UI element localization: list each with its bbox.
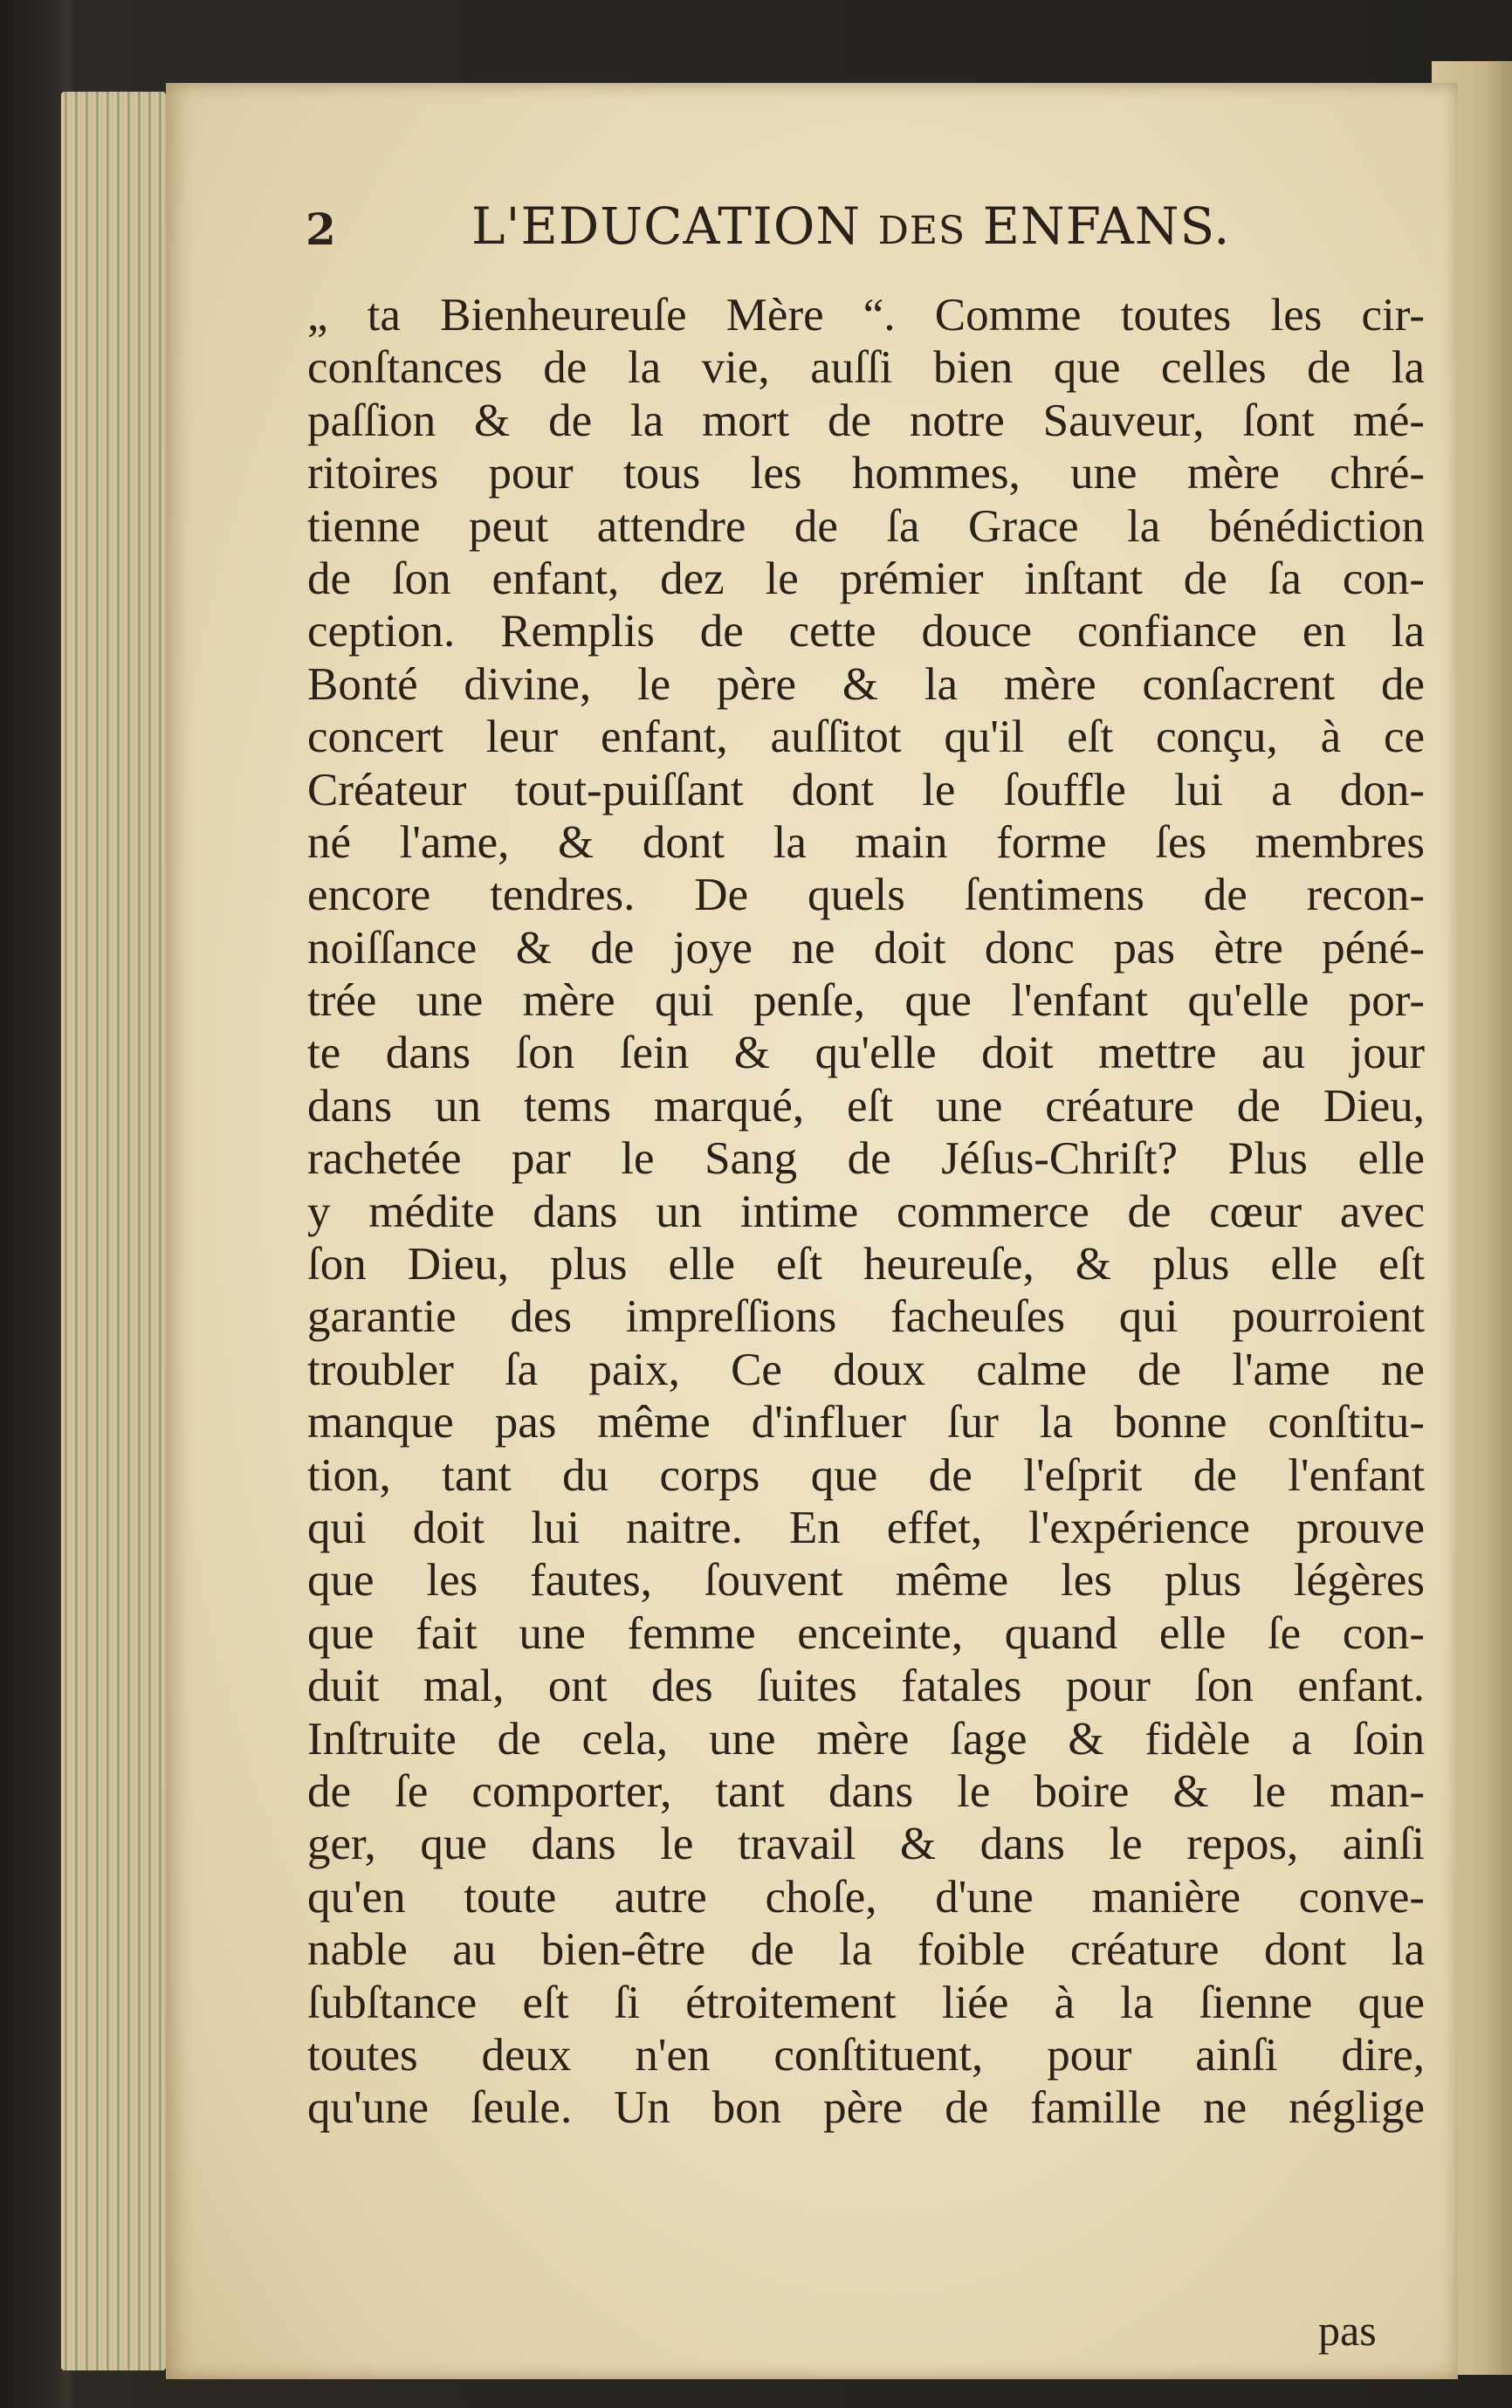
- text-line: qu'en toute autre choſe, d'une manière conve-: [307, 1871, 1425, 1923]
- text-line: tienne peut attendre de ſa Grace la bénédiction: [307, 500, 1425, 552]
- text-line: concert leur enfant, auſſitot qu'il eſt conçu, à ce: [307, 712, 1425, 763]
- running-title-part2: DES: [877, 209, 966, 253]
- text-line: qui doit lui naitre. En effet, l'expérience prouve: [307, 1502, 1425, 1553]
- text-line: manque pas même d'influer ſur la bonne conſtitu-: [307, 1397, 1425, 1448]
- catchword: pas: [1318, 2306, 1377, 2355]
- text-line: de ſon enfant, dez le prémier inſtant de ſa con-: [307, 553, 1425, 604]
- body-text: [307, 289, 1425, 2135]
- text-line: de ſe comporter, tant dans le boire & le man-: [307, 1765, 1425, 1817]
- running-title-part1: L'EDUCATION: [471, 196, 878, 256]
- text-line: garantie des impreſſions facheuſes qui pourroient: [307, 1291, 1425, 1343]
- text-line: y médite dans un intime commerce de cœur avec: [307, 1186, 1425, 1237]
- text-line: encore tendres. De quels ſentimens de recon-: [307, 870, 1425, 921]
- page-edges: [61, 92, 166, 2370]
- text-line: troubler ſa paix, Ce doux calme de l'ame ne: [307, 1344, 1425, 1395]
- text-line: ger, que dans le travail & dans le repos, ainſi: [307, 1819, 1425, 1870]
- text-line: Créateur tout-puiſſant dont le ſouffle lui a don-: [307, 764, 1425, 815]
- running-header: [306, 188, 1423, 266]
- text-line: rachetée par le Sang de Jéſus-Chriſt? Plus elle: [307, 1133, 1425, 1185]
- text-line: nable au bien-être de la foible créature dont la: [307, 1924, 1425, 1976]
- text-line: ception. Remplis de cette douce confiance en la: [307, 606, 1425, 657]
- running-title: [471, 196, 1231, 256]
- text-line: ſon Dieu, plus elle eſt heureuſe, & plus elle eſt: [307, 1239, 1425, 1290]
- text-line: ritoires pour tous les hommes, une mère chré-: [307, 448, 1425, 499]
- text-line: que les fautes, ſouvent même les plus légères: [307, 1555, 1425, 1606]
- text-line: conſtances de la vie, auſſi bien que celles de la: [307, 342, 1425, 394]
- text-line: toutes deux n'en conſtituent, pour ainſi dire,: [307, 2029, 1425, 2081]
- text-line: dans un tems marqué, eſt une créature de Dieu,: [307, 1080, 1425, 1132]
- text-line: trée une mère qui penſe, que l'enfant qu'elle por-: [307, 975, 1425, 1027]
- text-line: que fait une femme enceinte, quand elle ſe con-: [307, 1607, 1425, 1659]
- text-line: noiſſance & de joye ne doit donc pas ètre péné-: [307, 922, 1425, 974]
- text-line: paſſion & de la mort de notre Sauveur, ſont mé-: [307, 395, 1425, 446]
- text-line: te dans ſon ſein & qu'elle doit mettre au jour: [307, 1028, 1425, 1079]
- text-line: „ ta Bienheureuſe Mère “. Comme toutes les cir-: [307, 290, 1425, 341]
- text-line: tion, tant du corps que de l'eſprit de l'enfant: [307, 1449, 1425, 1501]
- text-line: Inſtruite de cela, une mère ſage & fidèle a ſoin: [307, 1713, 1425, 1765]
- running-title-part3: ENFANS.: [966, 196, 1231, 256]
- text-line: duit mal, ont des ſuites fatales pour ſon enfant.: [307, 1661, 1425, 1712]
- book-page: [166, 83, 1458, 2379]
- text-line: ſubſtance eſt ſi étroitement liée à la ſienne que: [307, 1977, 1425, 2028]
- text-line: qu'une ſeule. Un bon père de famille ne néglige: [307, 2082, 1425, 2134]
- page-number: 2: [306, 203, 336, 255]
- text-line: né l'ame, & dont la main forme ſes membres: [307, 816, 1425, 868]
- text-line: Bonté divine, le père & la mère conſacrent de: [307, 658, 1425, 710]
